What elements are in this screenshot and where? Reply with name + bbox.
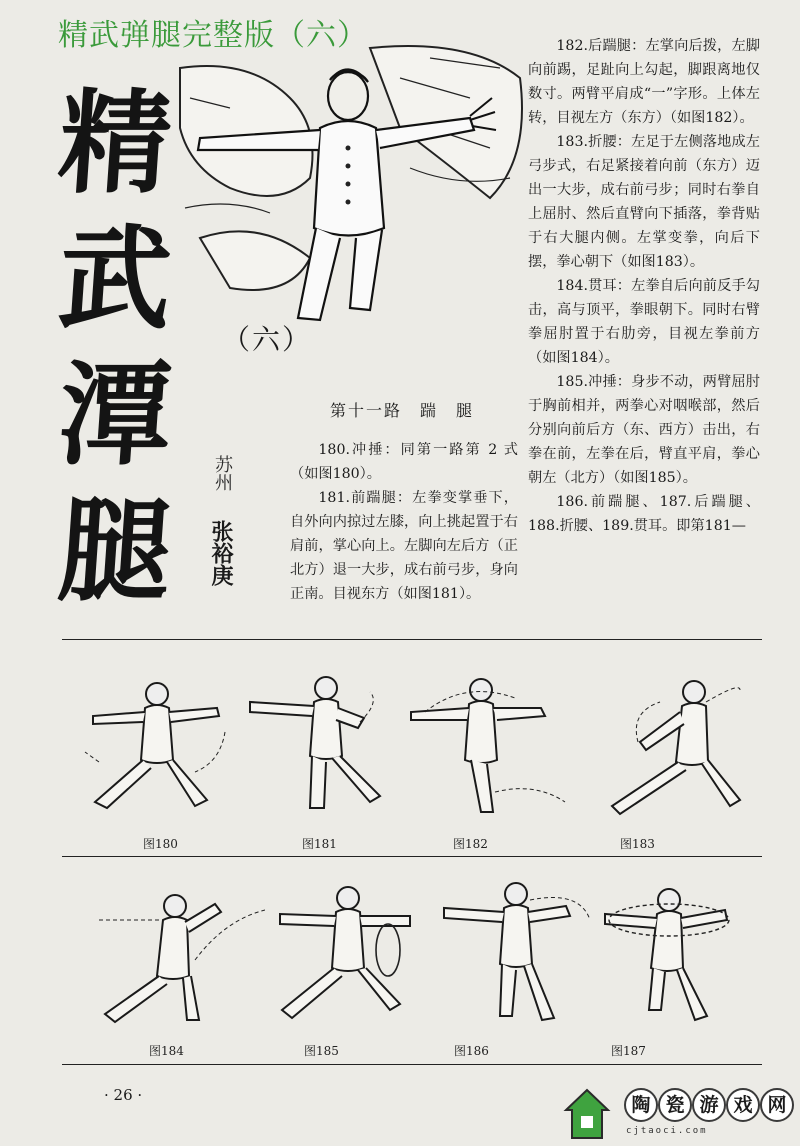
- divider: [62, 856, 762, 857]
- part-label: （六）: [222, 323, 313, 356]
- figure-panel: [270, 880, 440, 1070]
- paragraph: 184.贯耳：左拳自后向前反手勾击，高与顶平，拳眼朝下。同时右臂拳屈肘置于右肋旁，目视左拳前方（如图184）。: [528, 278, 760, 366]
- figure-caption: 图184: [149, 1044, 184, 1058]
- paragraph: 183.折腰：左足于左侧落地成左弓步式，右足紧接着向前（东方）迈出一大步，成右前弓步；同时右拳自上屈肘、然后直臂向下插落，拳背贴于右大腿内侧。左掌变拳，向后下摆，拳心朝下（如图183）。: [528, 134, 760, 270]
- figure-panel: [590, 672, 760, 862]
- watermark-char: 游: [692, 1088, 726, 1122]
- banner-title: 精武弹腿完整版（六）: [58, 18, 368, 53]
- paragraph: 186.前踹腿、187.后踹腿、188.折腰、189.贯耳。即第181—: [528, 494, 760, 534]
- divider: [62, 1064, 762, 1065]
- watermark-char: 网: [760, 1088, 794, 1122]
- figure-panel: [405, 672, 575, 862]
- figure-caption: 图185: [304, 1044, 339, 1058]
- left-column-text: [290, 438, 518, 606]
- paragraph: 181.前踹腿：左拳变掌垂下，自外向内掠过左膝，向上挑起置于右肩前，掌心向上。左脚向左后方（正北方）退一大步，成右前弓步，身向正南。目视东方（如图181）。: [290, 490, 518, 602]
- watermark-char: 戏: [726, 1088, 760, 1122]
- figure-panel: [240, 672, 410, 862]
- watermark-char: 瓷: [658, 1088, 692, 1122]
- figure-caption: 图181: [302, 837, 337, 851]
- calligraphy-char: 精: [54, 78, 176, 209]
- figure-panel: [75, 672, 245, 862]
- hero-illustration: [170, 38, 530, 328]
- site-watermark: [556, 1084, 796, 1144]
- figure-caption: 图183: [620, 837, 655, 851]
- section-heading: 第十一路 踹 腿: [330, 401, 475, 420]
- divider: [62, 639, 762, 640]
- calligraphy-char: 腿: [54, 486, 176, 617]
- figure-panel: [585, 880, 755, 1070]
- house-logo-icon: [562, 1086, 612, 1142]
- paragraph: 182.后踹腿：左掌向后拨，左脚向前踢，足趾向上勾起，脚跟离地仅数寸。两臂平肩成“一”字形。上体左转，目视左方（东方）（如图182）。: [528, 38, 760, 126]
- figure-caption: 图180: [143, 837, 178, 851]
- paragraph: 180.冲捶：同第一路第 2 式（如图180）。: [290, 442, 518, 482]
- watermark-char: 陶: [624, 1088, 658, 1122]
- figure-caption: 图186: [454, 1044, 489, 1058]
- author-city: 苏州: [212, 455, 233, 491]
- right-column-text: [528, 34, 760, 538]
- calligraphy-char: 潭: [54, 350, 176, 481]
- watermark-domain: cjtaoci.com: [626, 1126, 708, 1136]
- calligraphy-char: 武: [54, 214, 176, 345]
- figure-panel: [430, 880, 600, 1070]
- author-name: 张裕庚: [208, 520, 234, 586]
- figure-caption: 图182: [453, 837, 488, 851]
- paragraph: 185.冲捶：身步不动，两臂屈肘于胸前相并，两拳心对咽喉部，然后分别向前后方（东、西方）击出，右拳在前，左拳在后，臂直平肩，拳心朝左（北方）（如图185）。: [528, 374, 760, 486]
- calligraphy-title: [40, 78, 190, 617]
- figure-caption: 图187: [611, 1044, 646, 1058]
- figure-panel: [95, 880, 265, 1070]
- page-number: · 26 ·: [104, 1086, 143, 1104]
